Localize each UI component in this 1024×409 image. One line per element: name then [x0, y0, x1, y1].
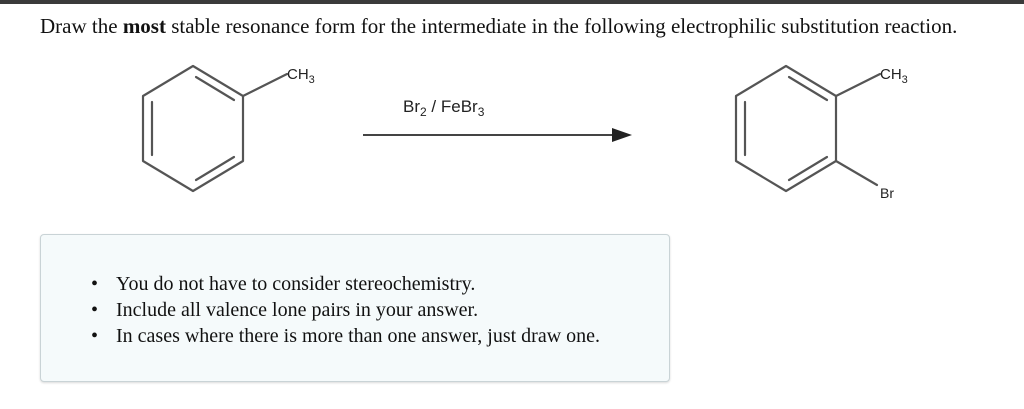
- reactant-structure: [143, 66, 287, 191]
- reactant-methyl-bond: [243, 74, 287, 96]
- instructions-box: [40, 234, 670, 382]
- bullet-icon: •: [91, 325, 99, 347]
- reagent-label: $Br_2$ / FeBr$_3$: [403, 97, 485, 119]
- question-prefix: Draw the: [40, 14, 123, 38]
- instructions-list: [91, 271, 600, 349]
- product-structure: [736, 66, 880, 191]
- product-methyl-bond: [836, 74, 880, 96]
- instruction-item-1: • You do not have to consider stereochemistry.: [91, 273, 476, 295]
- product-bromine-label: Br: [880, 185, 894, 201]
- reaction-arrow: [363, 128, 632, 142]
- product-benzene-ring: [736, 66, 836, 191]
- question-emphasis: most: [122, 14, 166, 38]
- bullet-icon: •: [91, 273, 99, 295]
- product-methyl-label: $CH_3$: [880, 66, 908, 86]
- bullet-icon: •: [91, 299, 99, 321]
- reactant-benzene-ring: [143, 66, 243, 191]
- instruction-item-3: • In cases where there is more than one answer, just draw one.: [91, 325, 601, 347]
- reactant-methyl-label: $CH_3$: [287, 66, 315, 86]
- question-suffix: stable resonance form for the intermediate in the following electrophilic substitution reaction.: [165, 14, 958, 38]
- instruction-item-2: • Include all valence lone pairs in your answer.: [91, 299, 479, 321]
- product-bromine-bond: [836, 161, 877, 185]
